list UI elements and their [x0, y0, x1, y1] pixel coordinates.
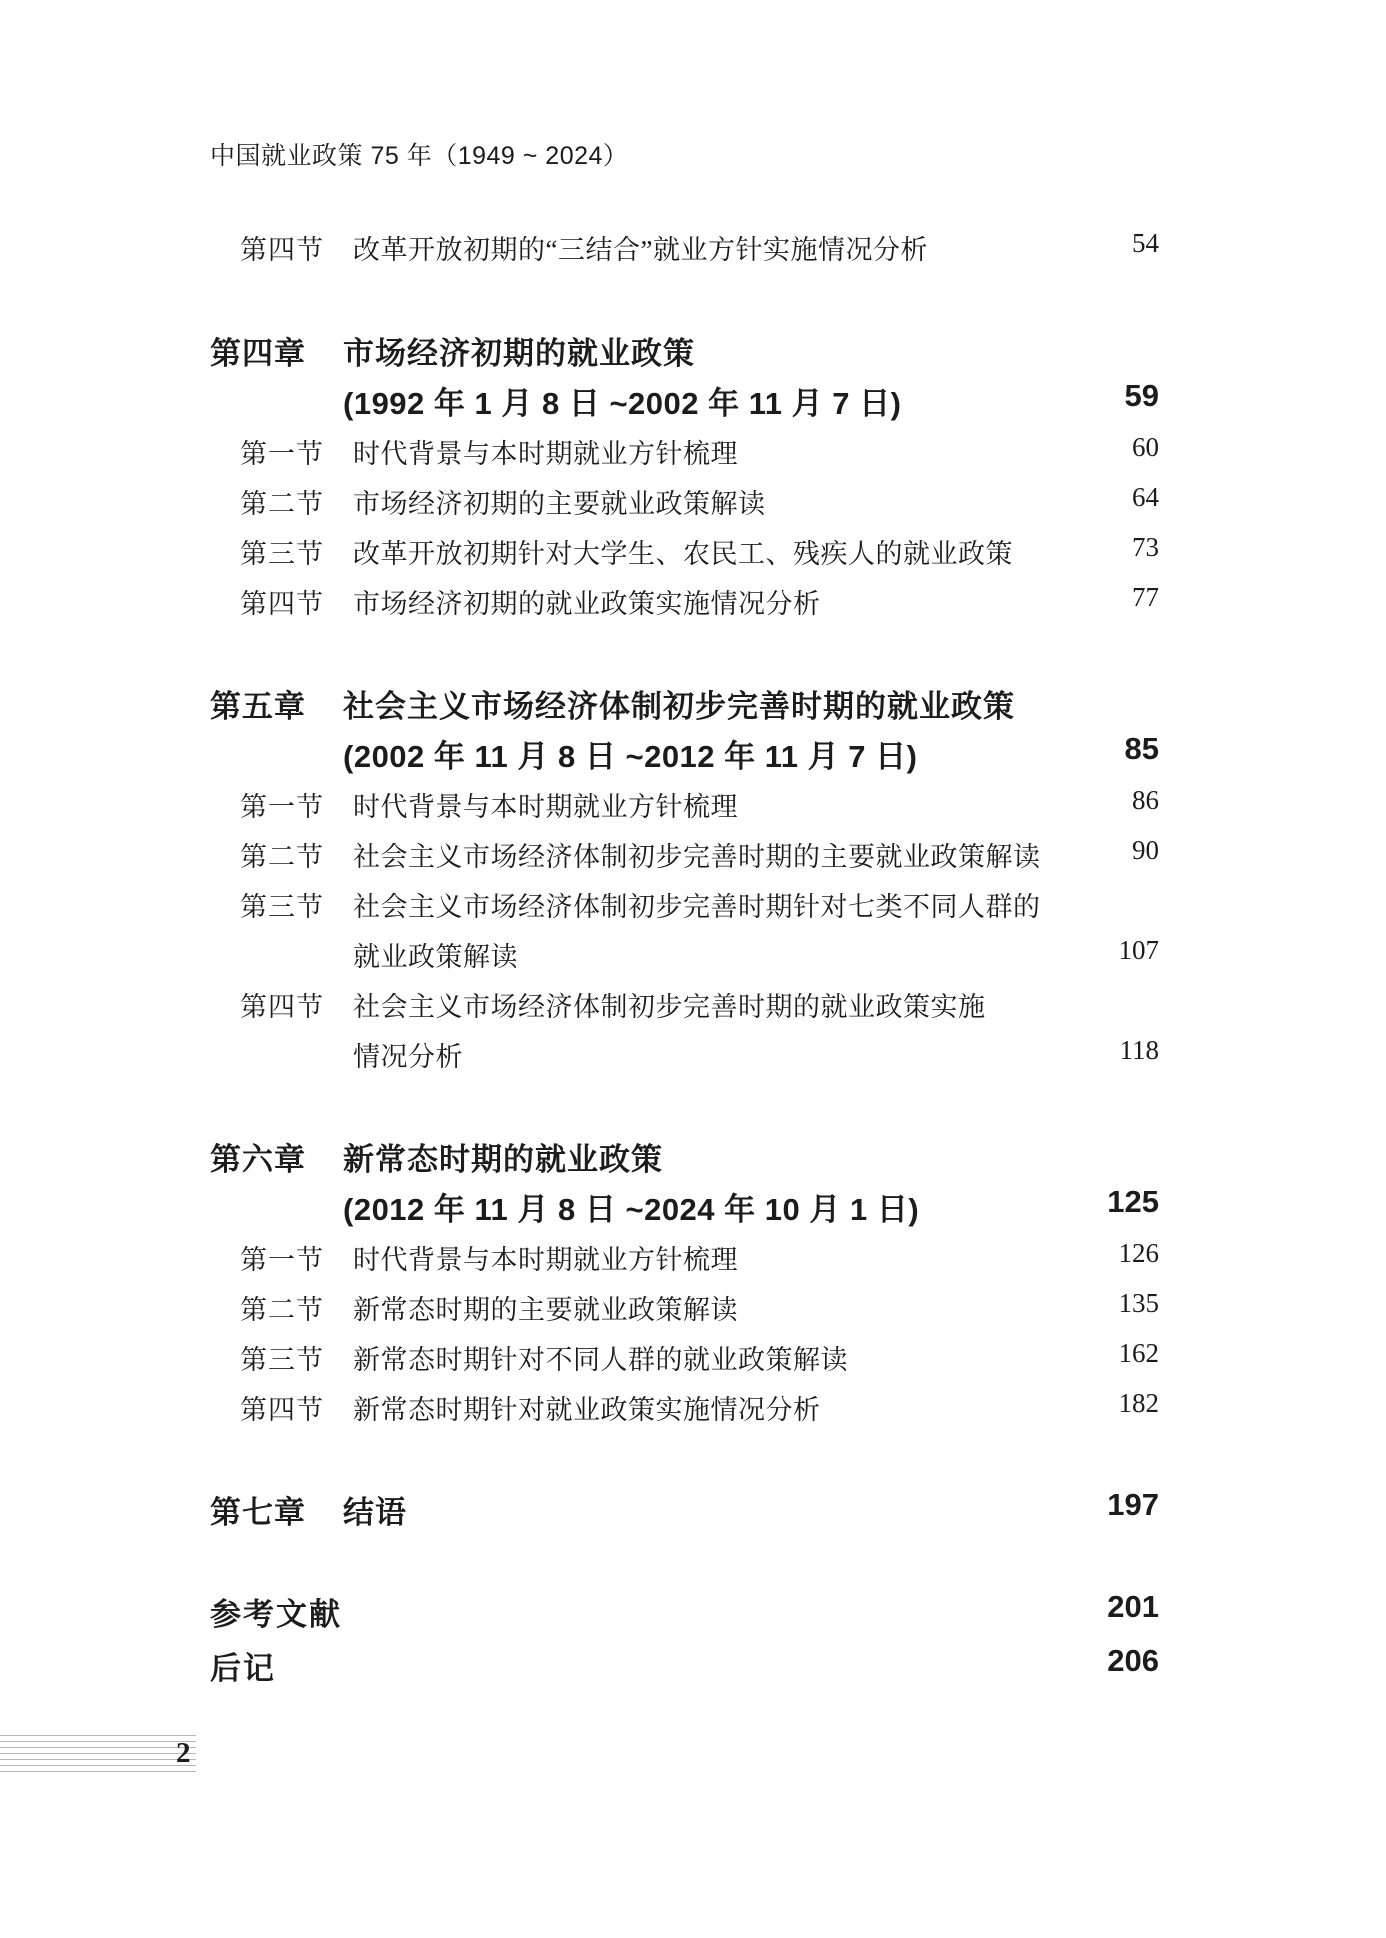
toc-section-entry[interactable] [0, 228, 1386, 276]
chapter-label: 第五章 [210, 689, 306, 724]
chapter-page-number: 59 [1124, 378, 1159, 413]
toc-references-entry[interactable] [0, 1589, 1386, 1637]
section-title: 改革开放初期针对大学生、农民工、残疾人的就业政策 [353, 539, 1013, 569]
section-title: 时代背景与本时期就业方针梳理 [353, 1245, 738, 1275]
section-label: 第一节 [240, 1245, 324, 1275]
section-page-number: 126 [1118, 1238, 1159, 1268]
references-label: 参考文献 [210, 1597, 342, 1632]
folio-page-number: 2 [176, 1737, 191, 1769]
section-title: 新常态时期针对就业政策实施情况分析 [353, 1395, 821, 1425]
section-title: 社会主义市场经济体制初步完善时期的就业政策实施 [353, 992, 986, 1022]
toc-section-continuation[interactable] [0, 1035, 1386, 1083]
toc-section-entry[interactable] [0, 1288, 1386, 1336]
chapter-page-number: 85 [1124, 731, 1159, 766]
section-label: 第二节 [240, 1295, 324, 1325]
section-label: 第三节 [240, 1345, 324, 1375]
chapter-title: 新常态时期的就业政策 [343, 1142, 663, 1177]
toc-section-entry[interactable] [0, 432, 1386, 480]
chapter-date-range: (2002 年 11 月 8 日 ~2012 年 11 月 7 日) [343, 739, 918, 774]
section-title: 改革开放初期的“三结合”就业方针实施情况分析 [353, 235, 928, 265]
section-page-number: 86 [1132, 785, 1159, 815]
section-title-continuation: 情况分析 [353, 1042, 463, 1072]
section-label: 第一节 [240, 439, 324, 469]
toc-section-entry[interactable] [0, 785, 1386, 833]
section-label: 第二节 [240, 842, 324, 872]
toc-section-entry[interactable] [0, 885, 1386, 933]
section-page-number: 77 [1132, 582, 1159, 612]
chapter-title: 社会主义市场经济体制初步完善时期的就业政策 [343, 689, 1015, 724]
toc-afterword-entry[interactable] [0, 1643, 1386, 1691]
section-page-number: 162 [1118, 1338, 1159, 1368]
toc-chapter-range [0, 378, 1386, 426]
running-header: 中国就业政策 75 年（1949 ~ 2024） [210, 142, 629, 170]
chapter-date-range: (1992 年 1 月 8 日 ~2002 年 11 月 7 日) [343, 386, 902, 421]
chapter-title: 结语 [343, 1495, 407, 1530]
chapter-label: 第七章 [210, 1495, 306, 1530]
afterword-page-number: 206 [1107, 1643, 1159, 1678]
section-title: 社会主义市场经济体制初步完善时期针对七类不同人群的 [353, 892, 1041, 922]
toc-section-continuation[interactable] [0, 935, 1386, 983]
toc-chapter-range [0, 731, 1386, 779]
chapter-title: 市场经济初期的就业政策 [343, 336, 695, 371]
toc-section-entry[interactable] [0, 1388, 1386, 1436]
section-title: 市场经济初期的就业政策实施情况分析 [353, 589, 821, 619]
toc-section-entry[interactable] [0, 1338, 1386, 1386]
toc-chapter-entry[interactable] [0, 681, 1386, 729]
chapter-label: 第六章 [210, 1142, 306, 1177]
toc-section-entry[interactable] [0, 532, 1386, 580]
section-page-number: 54 [1132, 228, 1159, 258]
chapter-date-range: (2012 年 11 月 8 日 ~2024 年 10 月 1 日) [343, 1192, 920, 1227]
section-page-number: 118 [1119, 1035, 1159, 1065]
section-title: 新常态时期的主要就业政策解读 [353, 1295, 738, 1325]
section-label: 第四节 [240, 589, 324, 619]
section-page-number: 107 [1118, 935, 1159, 965]
toc-chapter-entry[interactable] [0, 1134, 1386, 1182]
chapter-page-number: 125 [1107, 1184, 1159, 1219]
section-label: 第二节 [240, 489, 324, 519]
chapter-label: 第四章 [210, 336, 306, 371]
section-label: 第四节 [240, 235, 324, 265]
section-page-number: 60 [1132, 432, 1159, 462]
section-label: 第四节 [240, 992, 324, 1022]
section-title: 社会主义市场经济体制初步完善时期的主要就业政策解读 [353, 842, 1041, 872]
section-title: 时代背景与本时期就业方针梳理 [353, 792, 738, 822]
section-page-number: 64 [1132, 482, 1159, 512]
toc-section-entry[interactable] [0, 582, 1386, 630]
section-title: 市场经济初期的主要就业政策解读 [353, 489, 766, 519]
section-label: 第四节 [240, 1395, 324, 1425]
chapter-page-number: 197 [1107, 1487, 1159, 1522]
toc-section-entry[interactable] [0, 1238, 1386, 1286]
section-title-continuation: 就业政策解读 [353, 942, 518, 972]
section-page-number: 182 [1118, 1388, 1159, 1418]
toc-section-entry[interactable] [0, 985, 1386, 1033]
toc-section-entry[interactable] [0, 482, 1386, 530]
references-page-number: 201 [1107, 1589, 1159, 1624]
section-label: 第一节 [240, 792, 324, 822]
section-label: 第三节 [240, 539, 324, 569]
toc-chapter-range [0, 1184, 1386, 1232]
toc-section-entry[interactable] [0, 835, 1386, 883]
section-page-number: 135 [1118, 1288, 1159, 1318]
toc-chapter-entry[interactable] [0, 328, 1386, 376]
section-label: 第三节 [240, 892, 324, 922]
afterword-label: 后记 [210, 1651, 276, 1686]
section-page-number: 90 [1132, 835, 1159, 865]
toc-chapter-entry[interactable] [0, 1487, 1386, 1535]
section-title: 时代背景与本时期就业方针梳理 [353, 439, 738, 469]
section-title: 新常态时期针对不同人群的就业政策解读 [353, 1345, 848, 1375]
folio-decorative-lines [0, 1735, 196, 1779]
section-page-number: 73 [1132, 532, 1159, 562]
